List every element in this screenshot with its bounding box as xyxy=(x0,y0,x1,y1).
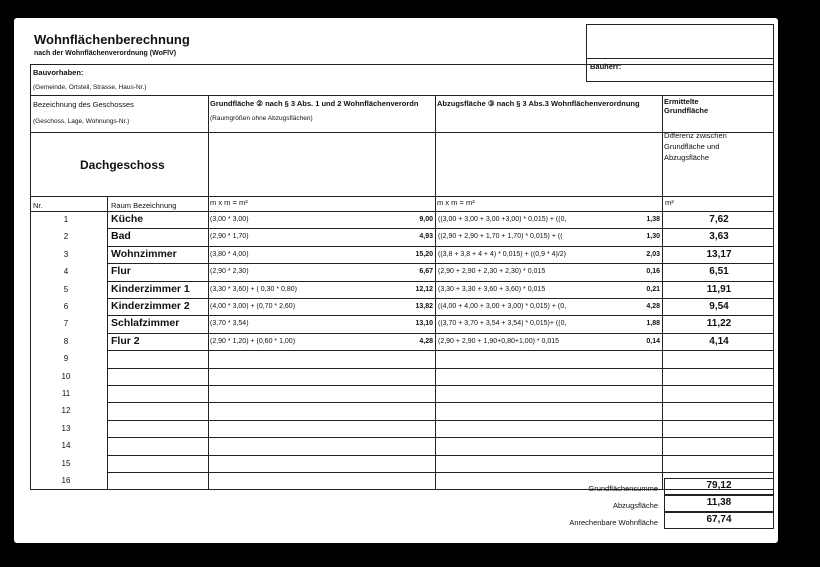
nr-header: Nr. xyxy=(33,201,43,210)
grund-value: 15,20 xyxy=(415,250,433,258)
grundflaeche-hint: (Raumgrößen ohne Abzugsflächen) xyxy=(210,115,313,122)
result-value: 11,22 xyxy=(706,318,732,330)
abzug-calc: ((4,00 + 4,00 + 3,00 + 3,00) * 0,015) + (0, xyxy=(438,303,567,310)
row-number: 4 xyxy=(63,267,69,277)
result-value: 7,62 xyxy=(709,214,729,225)
grundflaechensumme-label: Grundflächensumme xyxy=(588,484,658,493)
abzug-calc: ((3,8 + 3,8 + 4 + 4) * 0,015) + ((0,9 * 4)/2) xyxy=(438,250,567,258)
wohnflaeche-label: Anrechenbare Wohnfläche xyxy=(569,518,658,527)
abzug-value: 0,21 xyxy=(646,285,660,293)
sheet-subtitle: nach der Wohnflächenverordnung (WoFlV) xyxy=(34,50,177,57)
calculation-sheet xyxy=(14,18,778,543)
room-name: Flur 2 xyxy=(111,334,140,347)
row-number: 15 xyxy=(61,458,71,468)
bauvorhaben-hint: (Gemeinde, Ortsteil, Strasse, Haus-Nr.) xyxy=(33,84,147,91)
abzug-value: 1,30 xyxy=(646,233,660,241)
room-name: Schlafzimmer xyxy=(111,317,180,330)
room-name: Küche xyxy=(111,213,144,225)
result-value: 6,51 xyxy=(709,266,729,278)
row-number: 5 xyxy=(63,284,69,294)
grund-value: 13,82 xyxy=(415,303,433,310)
abzug-calc: (2,90 + 2,90 + 1,90+0,80+1,00) * 0,015 xyxy=(438,337,560,345)
grund-calc: (3,80 * 4,00) xyxy=(210,250,249,258)
row-number: 10 xyxy=(61,371,71,381)
grund-value: 9,00 xyxy=(419,216,433,223)
abzug-calc: ((3,70 + 3,70 + 3,54 + 3,54) * 0,015)+ ((0, xyxy=(438,320,567,328)
grund-calc: (3,70 * 3,54) xyxy=(210,320,249,328)
abzugsflaeche-label: Abzugsfläche ③ nach § 3 Abs.3 Wohnflächenverordnung xyxy=(437,99,640,108)
grund-calc: (4,00 * 3,00) + (0,70 * 2,60) xyxy=(210,303,296,310)
row-number: 12 xyxy=(61,406,71,416)
bauvorhaben-label: Bauvorhaben: xyxy=(33,68,84,77)
room-name: Kinderzimmer 1 xyxy=(111,282,190,295)
grund-calc: (3,30 * 3,60) + ( 0,30 * 0,80) xyxy=(210,285,297,293)
room-name: Bad xyxy=(111,230,131,243)
grund-calc: (2,90 * 2,30) xyxy=(210,268,249,276)
abzug-value: 0,16 xyxy=(646,268,660,276)
ermittelte-grundflaeche-label: Ermittelte Grundfläche xyxy=(664,97,709,115)
grund-value: 6,67 xyxy=(419,268,433,276)
abzug-value: 1,38 xyxy=(646,216,660,223)
abzugsflaeche-sum-label: Abzugsfläche xyxy=(612,501,658,510)
room-name: Wohnzimmer xyxy=(111,247,177,260)
room-name: Flur xyxy=(111,265,131,278)
abzug-calc: (2,90 + 2,90 + 2,30 + 2,30) * 0,015 xyxy=(438,268,546,276)
grund-calc: (2,90 * 1,70) xyxy=(210,233,249,241)
row-number: 13 xyxy=(61,423,71,433)
result-unit-header: m² xyxy=(665,198,674,207)
row-number: 8 xyxy=(63,336,69,346)
geschoss-hint: (Geschoss, Lage, Wohnungs-Nr.) xyxy=(33,118,130,125)
grund-value: 12,12 xyxy=(415,285,433,293)
result-value: 4,14 xyxy=(709,335,729,347)
row-number: 9 xyxy=(63,354,69,364)
result-value: 3,63 xyxy=(709,231,729,243)
sheet-title: Wohnflächenberechnung xyxy=(34,32,190,47)
room-name: Kinderzimmer 2 xyxy=(111,300,190,312)
abzug-value: 2,03 xyxy=(646,250,660,258)
abzug-value: 4,28 xyxy=(646,303,660,310)
result-value: 9,54 xyxy=(709,301,729,312)
abzugsflaeche-sum-value: 11,38 xyxy=(706,497,732,508)
geschoss-label: Bezeichnung des Geschosses xyxy=(33,100,134,109)
abzug-calc: (3,30 + 3,30 + 3,60 + 3,60) * 0,015 xyxy=(438,285,546,293)
bauherr-label: Bauherr: xyxy=(590,62,622,71)
row-number: 14 xyxy=(61,441,71,451)
raum-header: Raum Bezeichnung xyxy=(111,201,177,210)
geschoss-value: Dachgeschoss xyxy=(80,158,165,172)
grundflaeche-label: Grundfläche ② nach § 3 Abs. 1 und 2 Wohnflächenverordn xyxy=(210,99,419,108)
row-number: 1 xyxy=(63,215,69,224)
result-value: 11,91 xyxy=(706,283,732,295)
grund-value: 4,28 xyxy=(419,337,433,345)
grund-value: 13,10 xyxy=(415,320,433,328)
wohnflaeche-value: 67,74 xyxy=(706,514,732,525)
abzug-value: 0,14 xyxy=(646,337,660,345)
abzug-calc: ((2,90 + 2,90 + 1,70 + 1,70) * 0,015) + (( xyxy=(438,233,563,241)
row-number: 16 xyxy=(61,476,71,485)
row-number: 11 xyxy=(61,389,71,398)
grundflaechensumme-value: 79,12 xyxy=(706,480,732,491)
grund-value: 4,93 xyxy=(419,233,433,241)
row-number: 6 xyxy=(63,302,69,311)
grund-unit-header: m x m = m² xyxy=(210,198,248,207)
differenz-label: Differenz zwischen Grundfläche und Abzugsfläche xyxy=(664,131,727,162)
abzug-value: 1,88 xyxy=(646,320,660,328)
abzug-unit-header: m x m = m² xyxy=(437,198,475,207)
grund-calc: (3,00 * 3,00) xyxy=(210,216,249,223)
row-number: 3 xyxy=(63,249,69,259)
row-number: 2 xyxy=(63,232,69,242)
result-value: 13,17 xyxy=(706,248,732,260)
grund-calc: (2,90 * 1,20) + (0,60 * 1,00) xyxy=(210,337,296,345)
row-number: 7 xyxy=(63,319,69,329)
abzug-calc: ((3,00 + 3,00 + 3,00 +3,00) * 0,015) + ((0, xyxy=(438,216,567,223)
